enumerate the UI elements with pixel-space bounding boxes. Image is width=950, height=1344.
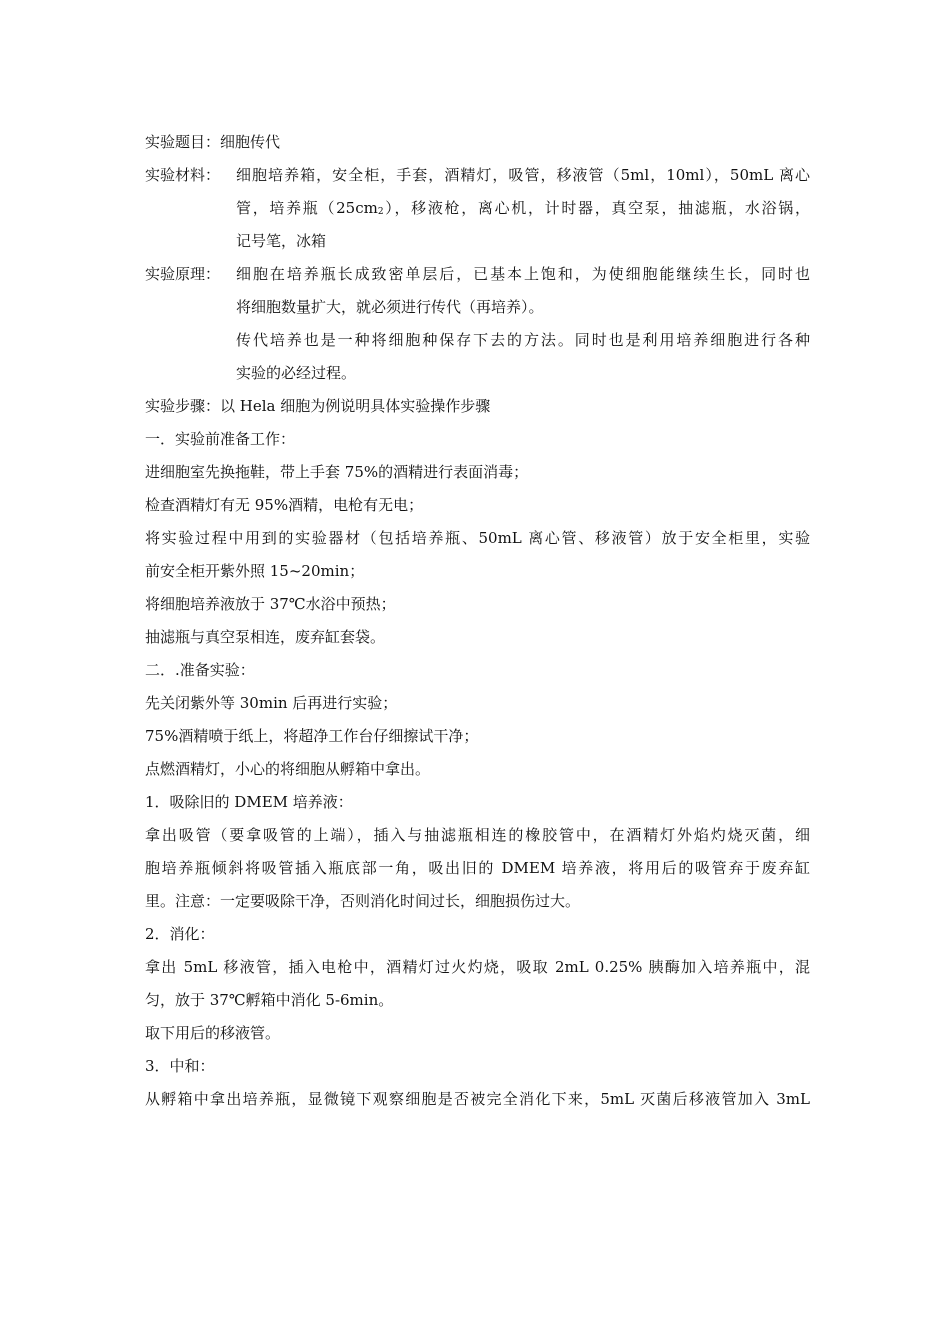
step-2-heading: 2．消化： xyxy=(145,925,215,943)
document-body xyxy=(145,126,810,1116)
principle-line-3: 传代培养也是一种将细胞种保存下去的方法。同时也是利用培养细胞进行各种 xyxy=(236,331,810,349)
materials-row-1 xyxy=(145,159,810,192)
section-2-para-3: 点燃酒精灯，小心的将细胞从孵箱中拿出。 xyxy=(145,760,431,778)
step-2-line-1: 拿出 5mL 移液管，插入电枪中，酒精灯过火灼烧，吸取 2mL 0.25% 胰酶加入培养瓶中，混 xyxy=(145,958,810,976)
step-2-line-2: 匀，放于 37℃孵箱中消化 5-6min。 xyxy=(145,991,394,1009)
section-1-para-1: 进细胞室先换拖鞋，带上手套 75%的酒精进行表面消毒； xyxy=(145,463,529,481)
principle-line-4: 实验的必经过程。 xyxy=(236,364,357,382)
section-1-para-5: 抽滤瓶与真空泵相连，废弃缸套袋。 xyxy=(145,628,386,646)
materials-line-1: 细胞培养箱，安全柜，手套，酒精灯，吸管，移液管（5ml，10ml），50mL 离心 xyxy=(236,166,810,184)
materials-line-3: 记号笔，冰箱 xyxy=(236,232,327,250)
step-1-line-3: 里。注意：一定要吸除干净，否则消化时间过长，细胞损伤过大。 xyxy=(145,892,581,910)
materials-line-2 xyxy=(236,192,810,225)
materials-label: 实验材料： xyxy=(145,166,221,184)
section-2-para-2: 75%酒精喷于纸上，将超净工作台仔细擦试干净； xyxy=(145,727,479,745)
section-1-heading: 一．实验前准备工作： xyxy=(145,430,296,448)
materials-line-2b: ），移液枪，离心机，计时器，真空泵，抽滤瓶，水浴锅， xyxy=(383,199,810,217)
step-1-line-1: 拿出吸管（要拿吸管的上端），插入与抽滤瓶相连的橡胶管中，在酒精灯外焰灼烧灭菌，细 xyxy=(145,826,810,844)
steps-intro: 实验步骤：以 Hela 细胞为例说明具体实验操作步骤 xyxy=(145,397,491,415)
step-1-line-2: 胞培养瓶倾斜将吸管插入瓶底部一角，吸出旧的 DMEM 培养液，将用后的吸管弃于废弃缸 xyxy=(145,859,810,877)
principle-label: 实验原理： xyxy=(145,265,221,283)
section-1-para-2: 检查酒精灯有无 95%酒精，电枪有无电； xyxy=(145,496,424,514)
section-1-para-4: 将细胞培养液放于 37℃水浴中预热； xyxy=(145,595,396,613)
section-2-para-1: 先关闭紫外等 30min 后再进行实验； xyxy=(145,694,398,712)
materials-line-2-subscript: 2 xyxy=(377,207,384,217)
section-1-para-3-line-2: 前安全柜开紫外照 15~20min； xyxy=(145,562,365,580)
experiment-title: 实验题目：细胞传代 xyxy=(145,133,281,151)
section-1-para-3-line-1: 将实验过程中用到的实验器材（包括培养瓶、50mL 离心管、移液管）放于安全柜里，实验 xyxy=(145,529,810,547)
section-2-heading: 二．.准备实验： xyxy=(145,661,255,679)
materials-line-2a: 管，培养瓶（25cm xyxy=(236,199,378,217)
step-2-line-3: 取下用后的移液管。 xyxy=(145,1024,281,1042)
principle-line-2: 将细胞数量扩大，就必须进行传代（再培养）。 xyxy=(236,298,544,316)
step-3-line-1: 从孵箱中拿出培养瓶，显微镜下观察细胞是否被完全消化下来，5mL 灭菌后移液管加入 3mL xyxy=(145,1090,810,1108)
step-3-heading: 3．中和： xyxy=(145,1057,215,1075)
principle-row-1 xyxy=(145,258,810,291)
step-1-heading: 1．吸除旧的 DMEM 培养液： xyxy=(145,793,353,811)
principle-line-1: 细胞在培养瓶长成致密单层后，已基本上饱和，为使细胞能继续生长，同时也 xyxy=(236,265,810,283)
